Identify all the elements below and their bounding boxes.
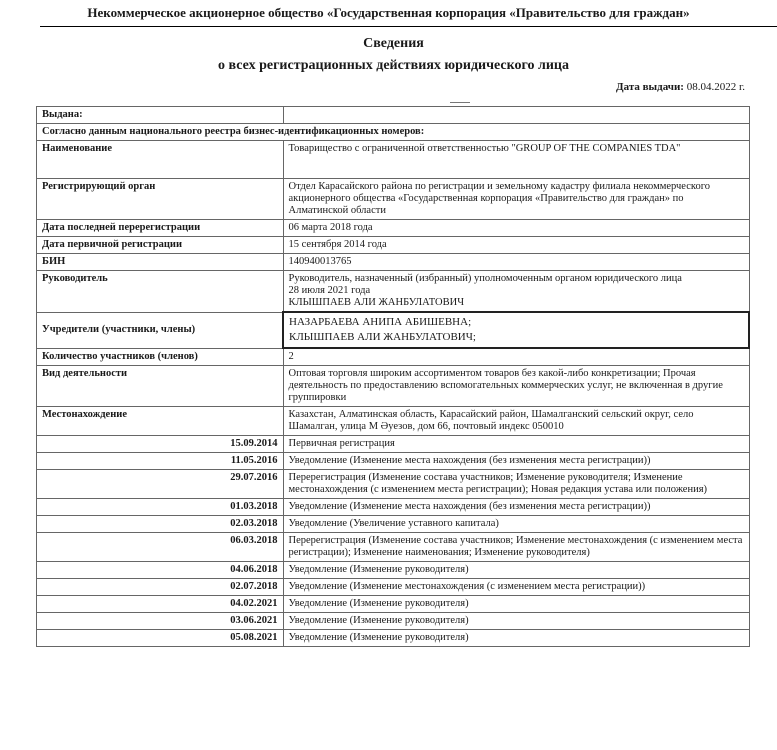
registry-note: Согласно данным национального реестра бизнес-идентификационных номеров: (37, 124, 750, 141)
location-row (37, 407, 750, 436)
action-text: Уведомление (Изменение места нахождения (без изменения места регистрации)) (283, 453, 749, 470)
action-date: 05.08.2021 (37, 630, 284, 647)
first-reg-row (37, 237, 750, 254)
action-date: 29.07.2016 (37, 470, 284, 499)
action-date: 06.03.2018 (37, 533, 284, 562)
issue-date-value: 08.04.2022 г. (686, 81, 745, 93)
action-date: 03.06.2021 (37, 613, 284, 630)
founder-item: НАЗАРБАЕВА АНИПА АБИШЕВНА; (289, 316, 472, 328)
organization-header: Некоммерческое акционерное общество «Государственная корпорация «Правительство для граждан» (87, 5, 690, 20)
first-reg-value: 15 сентября 2014 года (283, 237, 749, 254)
action-date: 02.03.2018 (37, 516, 284, 533)
issued-to-row (37, 107, 750, 124)
action-text: Уведомление (Изменение руководителя) (283, 630, 749, 647)
head-value (283, 271, 749, 313)
issued-to-value (283, 107, 749, 124)
action-row (37, 516, 750, 533)
reg-body-label: Регистрирующий орган (37, 179, 284, 220)
action-date: 01.03.2018 (37, 499, 284, 516)
bin-row (37, 254, 750, 271)
last-rereg-row (37, 220, 750, 237)
action-row (37, 613, 750, 630)
action-row (37, 453, 750, 470)
members-count-label: Количество участников (членов) (37, 348, 284, 366)
activity-label: Вид деятельности (37, 366, 284, 407)
members-count-value: 2 (283, 348, 749, 366)
action-text: Перерегистрация (Изменение состава участников; Изменение местонахождения (с изменением места регистрации); Изменение наименования; Изменение руководителя) (283, 533, 749, 562)
reg-body-row (37, 179, 750, 220)
head-name: КЛЫШПАЕВ АЛИ ЖАНБУЛАТОВИЧ (288, 297, 465, 308)
head-position: Руководитель, назначенный (избранный) уполномоченным органом юридического лица (288, 273, 682, 284)
action-row (37, 470, 750, 499)
members-count-row (37, 348, 750, 366)
action-text: Уведомление (Изменение руководителя) (283, 562, 749, 579)
action-text: Уведомление (Увеличение уставного капитала) (283, 516, 749, 533)
issue-date (616, 81, 745, 93)
divider (450, 102, 470, 103)
founders-value (283, 312, 749, 348)
head-label: Руководитель (37, 271, 284, 313)
document-title: Сведения (363, 36, 424, 51)
name-label: Наименование (37, 141, 284, 179)
registration-table (36, 106, 750, 647)
action-text: Перерегистрация (Изменение состава участников; Изменение руководителя; Изменение местонахождения (с изменением места регистрации); Новая редакция устава или положения) (283, 470, 749, 499)
action-row (37, 562, 750, 579)
issue-date-label: Дата выдачи: (616, 81, 684, 93)
name-row (37, 141, 750, 179)
activity-row (37, 366, 750, 407)
bin-value: 140940013765 (283, 254, 749, 271)
location-label: Местонахождение (37, 407, 284, 436)
action-date: 15.09.2014 (37, 436, 284, 453)
reg-body-value: Отдел Карасайского района по регистрации и земельному кадастру филиала некоммерческого акционерного общества «Государственная корпорация «Правительство для граждан» по Алматинской области (283, 179, 749, 220)
last-rereg-value: 06 марта 2018 года (283, 220, 749, 237)
founders-label: Учредители (участники, члены) (37, 312, 284, 348)
action-row (37, 630, 750, 647)
founders-row (37, 312, 750, 348)
action-date: 02.07.2018 (37, 579, 284, 596)
last-rereg-label: Дата последней перерегистрации (37, 220, 284, 237)
action-date: 04.06.2018 (37, 562, 284, 579)
action-date: 11.05.2016 (37, 453, 284, 470)
action-row (37, 596, 750, 613)
action-text: Первичная регистрация (283, 436, 749, 453)
action-text: Уведомление (Изменение руководителя) (283, 596, 749, 613)
head-row (37, 271, 750, 313)
action-date: 04.02.2021 (37, 596, 284, 613)
first-reg-label: Дата первичной регистрации (37, 237, 284, 254)
name-value: Товарищество с ограниченной ответственностью "GROUP OF THE COMPANIES TDA" (283, 141, 749, 179)
action-text: Уведомление (Изменение местонахождения (с изменением места регистрации)) (283, 579, 749, 596)
registry-note-row (37, 124, 750, 141)
header-rule (40, 26, 777, 27)
action-row (37, 533, 750, 562)
activity-value: Оптовая торговля широким ассортиментом товаров без какой-либо конкретизации; Прочая деятельность по предоставлению вспомогательных коммерческих услуг, не включенная в другие группировки (283, 366, 749, 407)
document-subtitle: о всех регистрационных действиях юридического лица (218, 58, 569, 73)
action-row (37, 436, 750, 453)
founder-item: КЛЫШПАЕВ АЛИ ЖАНБУЛАТОВИЧ; (289, 331, 476, 343)
bin-label: БИН (37, 254, 284, 271)
action-text: Уведомление (Изменение руководителя) (283, 613, 749, 630)
action-text: Уведомление (Изменение места нахождения (без изменения места регистрации)) (283, 499, 749, 516)
issued-to-label: Выдана: (37, 107, 284, 124)
head-date: 28 июля 2021 года (288, 285, 371, 296)
action-row (37, 499, 750, 516)
action-row (37, 579, 750, 596)
location-value: Казахстан, Алматинская область, Карасайский район, Шамалганский сельский округ, село Шамалган, улица М Әуезов, дом 66, почтовый индекс 050010 (283, 407, 749, 436)
